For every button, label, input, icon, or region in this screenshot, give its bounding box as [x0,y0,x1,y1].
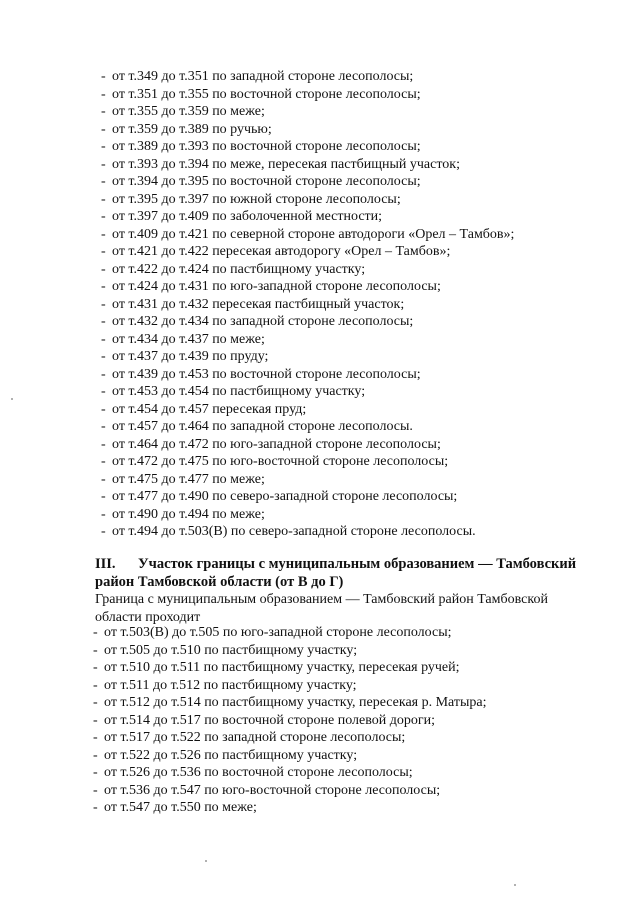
list-dash: - [101,261,106,277]
boundary-segment-text: от т.464 до т.472 по юго-западной стороне лесополосы; [112,436,441,452]
list-dash: - [93,800,98,815]
boundary-segment-item [93,712,613,730]
boundary-segment-text: от т.514 до т.517 по восточной стороне полевой дороги; [104,712,435,728]
boundary-segment-text: от т.517 до т.522 по западной стороне лесополосы; [104,730,406,745]
list-dash: - [101,489,106,504]
boundary-segment-text: от т.349 до т.351 по западной стороне лесополосы; [112,69,414,84]
boundary-segment-item [93,729,613,747]
list-dash: - [93,660,98,675]
list-dash: - [101,366,106,382]
boundary-segment-item [93,764,613,782]
boundary-segment-item [101,331,621,349]
boundary-segment-item [101,436,621,454]
list-dash: - [101,121,106,137]
boundary-segment-text: от т.477 до т.490 по северо-западной стороне лесополосы; [112,489,458,504]
boundary-segment-list-top [101,68,621,541]
boundary-segment-text: от т.389 до т.393 по восточной стороне лесополосы; [112,139,421,154]
boundary-segment-item [101,243,621,261]
section-heading-line1: Участок границы с муниципальным образованием — Тамбовский [138,556,577,572]
boundary-segment-text: от т.454 до т.457 пересекая пруд; [112,401,307,417]
boundary-segment-text: от т.503(В) до т.505 по юго-западной стороне лесополосы; [104,625,452,640]
boundary-segment-item [101,401,621,419]
boundary-segment-text: от т.394 до т.395 по восточной стороне лесополосы; [112,174,421,189]
boundary-segment-item [101,348,621,366]
list-dash: - [101,436,106,452]
section-intro-line1: Граница с муниципальным образованием — Тамбовский район Тамбовской [95,592,548,607]
boundary-segment-text: от т.397 до т.409 по заболоченной местности; [112,209,383,224]
list-dash: - [101,331,106,347]
boundary-segment-text: от т.505 до т.510 по пастбищному участку; [104,642,358,658]
list-dash: - [101,139,106,154]
boundary-segment-text: от т.512 до т.514 по пастбищному участку, пересекая р. Матыра; [104,695,487,710]
boundary-segment-item [101,191,621,209]
list-dash: - [101,86,106,102]
scan-speck [514,884,516,886]
boundary-segment-text: от т.422 до т.424 по пастбищному участку; [112,261,366,277]
boundary-segment-text: от т.472 до т.475 по юго-восточной стороне лесополосы; [112,454,449,469]
list-dash: - [101,156,106,172]
boundary-segment-item [93,677,613,695]
boundary-segment-item [101,313,621,331]
boundary-segment-item [93,799,613,817]
boundary-segment-item [101,296,621,314]
list-dash: - [93,625,98,640]
boundary-segment-item [101,68,621,86]
list-dash: - [93,730,98,745]
scan-speck [205,860,207,862]
boundary-segment-item [93,624,613,642]
boundary-segment-item [93,782,613,800]
list-dash: - [93,677,98,693]
boundary-segment-item [101,226,621,244]
list-dash: - [101,69,106,84]
boundary-segment-text: от т.526 до т.536 по восточной стороне лесополосы; [104,765,413,780]
boundary-segment-text: от т.490 до т.494 по меже; [112,506,265,522]
boundary-segment-item [93,694,613,712]
boundary-segment-item [101,261,621,279]
section-intro [95,591,605,626]
boundary-segment-text: от т.351 до т.355 по восточной стороне лесополосы; [112,86,421,102]
list-dash: - [101,401,106,417]
boundary-segment-item [93,659,613,677]
boundary-segment-item [101,173,621,191]
boundary-segment-text: от т.393 до т.394 по меже, пересекая пастбищный участок; [112,156,460,172]
boundary-segment-text: от т.536 до т.547 по юго-восточной стороне лесополосы; [104,782,441,798]
boundary-segment-text: от т.511 до т.512 по пастбищному участку; [104,677,357,693]
list-dash: - [93,695,98,710]
boundary-segment-text: от т.431 до т.432 пересекая пастбищный участок; [112,296,405,312]
boundary-segment-item [101,523,621,541]
boundary-segment-item [101,156,621,174]
boundary-segment-text: от т.439 до т.453 по восточной стороне лесополосы; [112,366,421,382]
list-dash: - [101,349,106,364]
boundary-segment-item [101,208,621,226]
boundary-segment-text: от т.437 до т.439 по пруду; [112,349,269,364]
boundary-segment-item [101,383,621,401]
boundary-segment-text: от т.432 до т.434 по западной стороне лесополосы; [112,314,414,329]
list-dash: - [101,454,106,469]
boundary-segment-text: от т.510 до т.511 по пастбищному участку, пересекая ручей; [104,660,460,675]
boundary-segment-item [101,138,621,156]
list-dash: - [101,384,106,399]
list-dash: - [101,104,106,119]
boundary-segment-text: от т.409 до т.421 по северной стороне автодороги «Орел – Тамбов»; [112,226,515,242]
boundary-segment-item [101,86,621,104]
list-dash: - [101,191,106,207]
list-dash: - [101,471,106,487]
boundary-segment-text: от т.395 до т.397 по южной стороне лесополосы; [112,191,401,207]
boundary-segment-item [101,418,621,436]
list-dash: - [93,765,98,780]
boundary-segment-text: от т.359 до т.389 по ручью; [112,121,272,137]
boundary-segment-item [101,488,621,506]
boundary-segment-text: от т.453 до т.454 по пастбищному участку; [112,384,366,399]
boundary-segment-list-bottom [93,624,613,817]
boundary-segment-text: от т.434 до т.437 по меже; [112,331,265,347]
list-dash: - [93,642,98,658]
boundary-segment-text: от т.547 до т.550 по меже; [104,800,257,815]
section-intro-line2: области проходит [95,609,201,625]
list-dash: - [93,712,98,728]
scan-speck [11,398,13,400]
boundary-segment-item [93,747,613,765]
list-dash: - [101,506,106,522]
list-dash: - [93,782,98,798]
boundary-segment-text: от т.355 до т.359 по меже; [112,104,265,119]
boundary-segment-text: от т.522 до т.526 по пастбищному участку; [104,747,358,763]
list-dash: - [93,747,98,763]
boundary-segment-text: от т.424 до т.431 по юго-западной стороне лесополосы; [112,279,441,294]
list-dash: - [101,209,106,224]
section-iii [95,556,605,626]
boundary-segment-text: от т.475 до т.477 по меже; [112,471,265,487]
boundary-segment-item [101,453,621,471]
boundary-segment-item [101,121,621,139]
list-dash: - [101,174,106,189]
list-dash: - [101,314,106,329]
boundary-segment-item [101,278,621,296]
boundary-segment-text: от т.457 до т.464 по западной стороне лесополосы. [112,419,413,434]
list-dash: - [101,279,106,294]
list-dash: - [101,296,106,312]
boundary-segment-item [93,642,613,660]
boundary-segment-item [101,366,621,384]
list-dash: - [101,419,106,434]
boundary-segment-item [101,506,621,524]
section-heading-line2: район Тамбовской области (от В до Г) [95,573,344,590]
section-number: III. [95,556,116,572]
boundary-segment-item [101,471,621,489]
list-dash: - [101,226,106,242]
boundary-segment-text: от т.494 до т.503(В) по северо-западной стороне лесополосы. [112,524,476,539]
boundary-segment-item [101,103,621,121]
section-heading [95,556,605,591]
list-dash: - [101,524,106,539]
list-dash: - [101,244,106,259]
boundary-segment-text: от т.421 до т.422 пересекая автодорогу «Орел – Тамбов»; [112,244,451,259]
